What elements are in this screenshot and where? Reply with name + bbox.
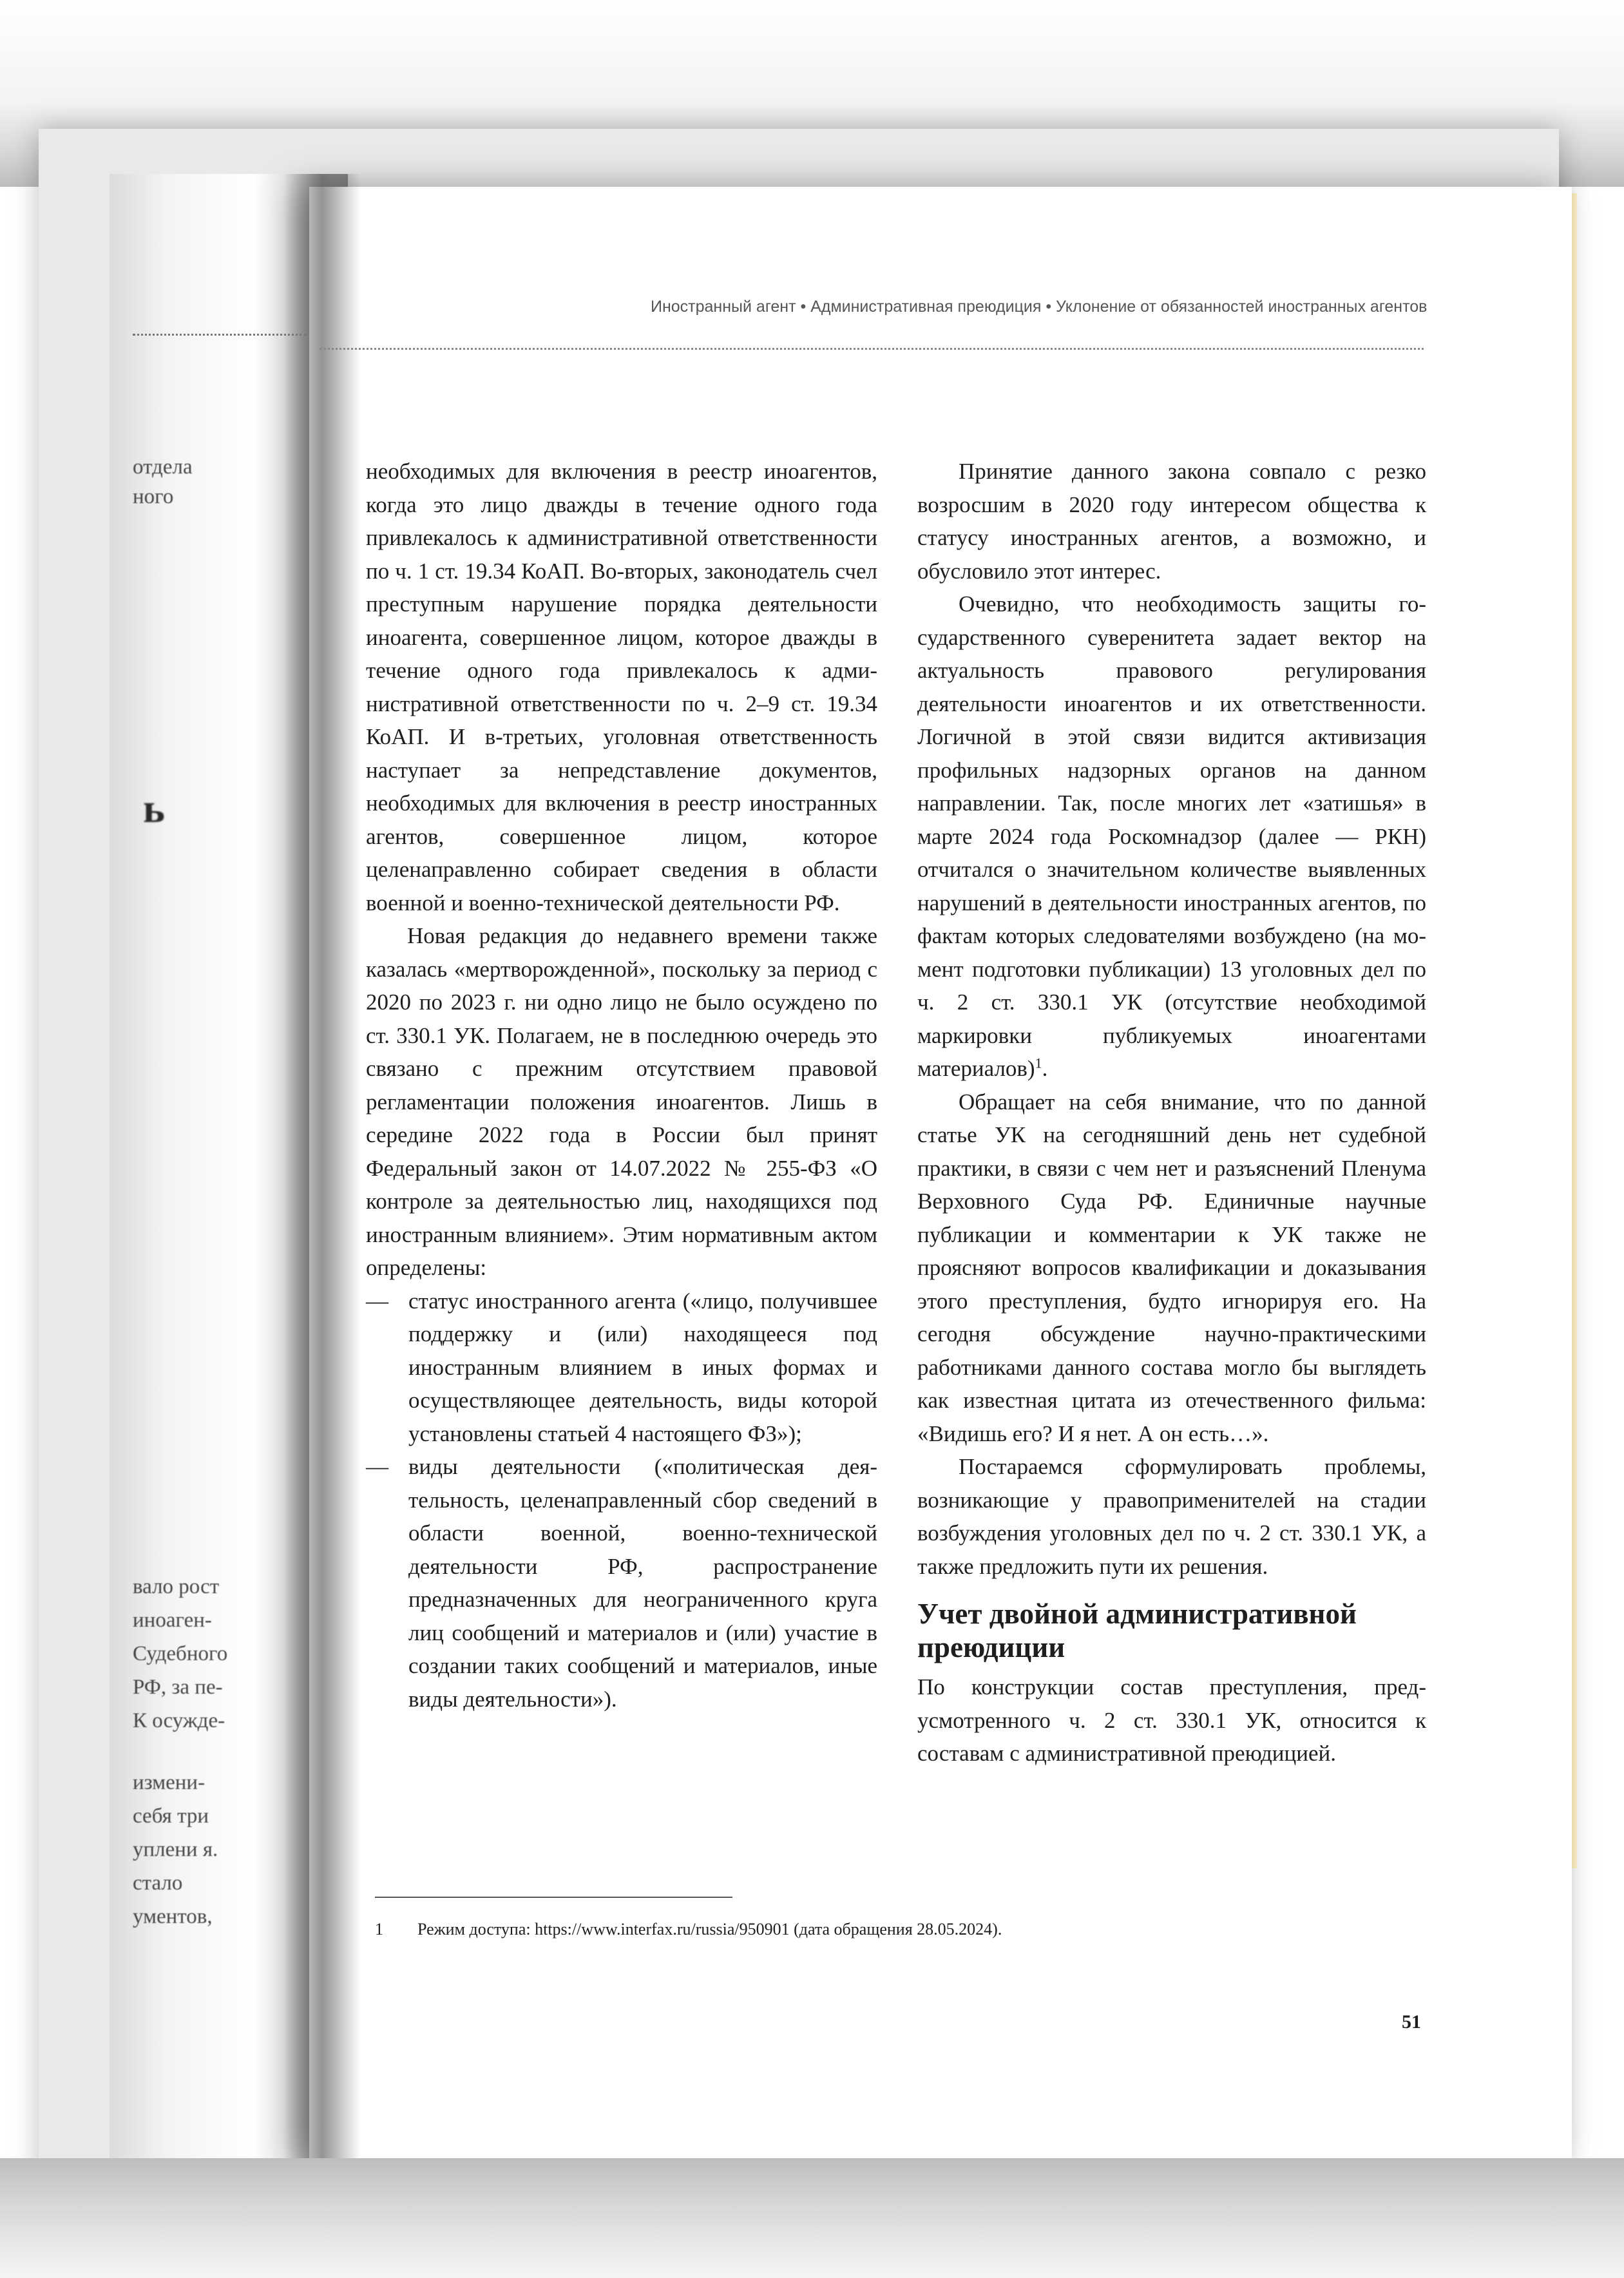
list-item-text: виды деятельности («политическая деятельность, целенаправленный сбор сведений в области военной, военно-технической деятельности РФ, распространение предназначенных для неограниченного круга лиц сообщений и материалов и (или) участие в создании таких сообщений и материалов, иные виды деятельности»).	[408, 1454, 877, 1712]
scan-shadow-bottom	[0, 2158, 1624, 2278]
footnote-number: 1	[375, 1920, 383, 1938]
section-heading: Учет двойной административной преюдиции	[917, 1598, 1357, 1663]
list-item	[366, 1450, 877, 1716]
left-page-line: Судебного	[133, 1642, 228, 1665]
page-edge	[1572, 193, 1577, 1868]
left-page-line: РФ, за пе-	[133, 1676, 223, 1699]
list-dash: —	[366, 1454, 388, 1479]
left-page-heading-fragment: ь	[143, 785, 165, 831]
paragraph: необходимых для включения в реестр иноагентов, когда это лицо дважды в течение одного года привлекалось к административной ответственности по ч. 1 ст. 19.34 КоАП. Во-вторых, законодатель счел преступным нарушение порядка деятельности иноагента, совершенное лицом, которое дважды в течение одного года привлекалось к административной ответственности по ч. 2–9 ст. 19.34 КоАП. И в-третьих, уголовная ответственность наступает за непредставление документов, необходимых для включения в реестр иностранных агентов, совершенное лицом, которое целенаправленно собирает сведения в области военной и военно-технической деятельности РФ.	[366, 459, 877, 915]
definition-list	[366, 1285, 877, 1716]
paragraph: Обращает на себя внимание, что по данной статье УК на сегодняшний день нет судебной практики, в связи с чем нет и разъяснений Пленума Верховного Суда РФ. Единичные научные публикации и комментарии к УК также не проясняют вопросов квалификации и доказывания этого преступления, будто игнорируя его. На сегодня обсуждение научно-практическими работниками данного состава могло бы выглядеть как известная цитата из отечественного фильма: «Видишь его? И я нет. А он есть…».	[917, 1089, 1426, 1446]
footnote-reference: 1	[1035, 1055, 1042, 1071]
list-dash: —	[366, 1288, 388, 1314]
left-page-header-rule	[133, 334, 307, 336]
paragraph	[917, 588, 1426, 1086]
list-item-text: статус иностранного агента («лицо, получившее поддержку и (или) находящееся под иностранным влиянием в иных формах и осуществляющее деятельность, виды которой установлены статьей 4 настоящего ФЗ»);	[408, 1288, 877, 1446]
text-column-right	[917, 455, 1426, 1770]
left-page-line: отдела	[133, 455, 193, 479]
paragraph: По конструкции состав преступления, предусмотренного ч. 2 ст. 330.1 УК, относится к составам с административной преюдицией.	[917, 1674, 1426, 1766]
left-page-line: ного	[133, 485, 174, 508]
paragraph: Новая редакция до недавнего времени также казалась «мертворожденной», поскольку за период с 2020 по 2023 г. ни одно лицо не было осуждено по ст. 330.1 УК. Полагаем, не в последнюю очередь это связано с прежним отсутствием правовой регламентации положения иноагентов. Лишь в середине 2022 года в России был принят Федеральный закон от 14.07.2022 № 255-ФЗ «О контроле за деятельностью лиц, находящихся под иностранным влиянием». Этим нормативным актом определены:	[366, 923, 877, 1280]
header-dotted-rule	[320, 348, 1424, 350]
list-item	[366, 1285, 877, 1451]
left-page-line: ументов,	[133, 1905, 213, 1928]
left-page-line: уплени я.	[133, 1838, 218, 1861]
footnote	[375, 1919, 1419, 1940]
book-gutter-shadow	[283, 174, 361, 2165]
paragraph-text: .	[1042, 1056, 1048, 1081]
running-head: Иностранный агент • Административная преюдиция • Уклонение от обязанностей иностранных агентов	[651, 298, 1428, 316]
left-page-line: вало рост	[133, 1575, 220, 1598]
paragraph-text: Очевидно, что необходимость защиты государственного суверенитета задает вектор на актуальность правового регулирования деятельности иноагентов и их ответственности. Логичной в этой связи видится активизация профильных надзорных органов на данном направлении. Так, после многих лет «затишья» в марте 2024 года Роскомнадзор (далее — РКН) отчитался о значительном количестве выявленных нарушений в деятельности иностранных агентов, по фактам которых следователями возбуждено (на момент подготовки публикации) 13 уголовных дел по ч. 2 ст. 330.1 УК (отсутствие необходимой маркировки публикуемых иноагентами материалов)	[917, 591, 1426, 1081]
page-number: 51	[1402, 2011, 1421, 2033]
left-page-line: иноаген-	[133, 1609, 212, 1632]
left-page-line: измени-	[133, 1771, 205, 1794]
footnote-rule	[375, 1897, 732, 1898]
paragraph: Принятие данного закона совпало с резко возросшим в 2020 году интересом общества к статусу иностранных агентов, а возможно, и обусловило этот интерес.	[917, 459, 1426, 584]
paragraph: Постараемся сформулировать проблемы, возникающие у правоприменителей на стадии возбуждения уголовных дел по ч. 2 ст. 330.1 УК, а также предложить пути их решения.	[917, 1454, 1426, 1579]
left-page-line: К осужде-	[133, 1709, 225, 1732]
left-page-line: стало	[133, 1871, 183, 1895]
text-column-left	[366, 455, 877, 1716]
footnote-text: Режим доступа: https://www.interfax.ru/russia/950901 (дата обращения 28.05.2024).	[417, 1920, 1002, 1938]
left-page-line: себя три	[133, 1804, 209, 1828]
